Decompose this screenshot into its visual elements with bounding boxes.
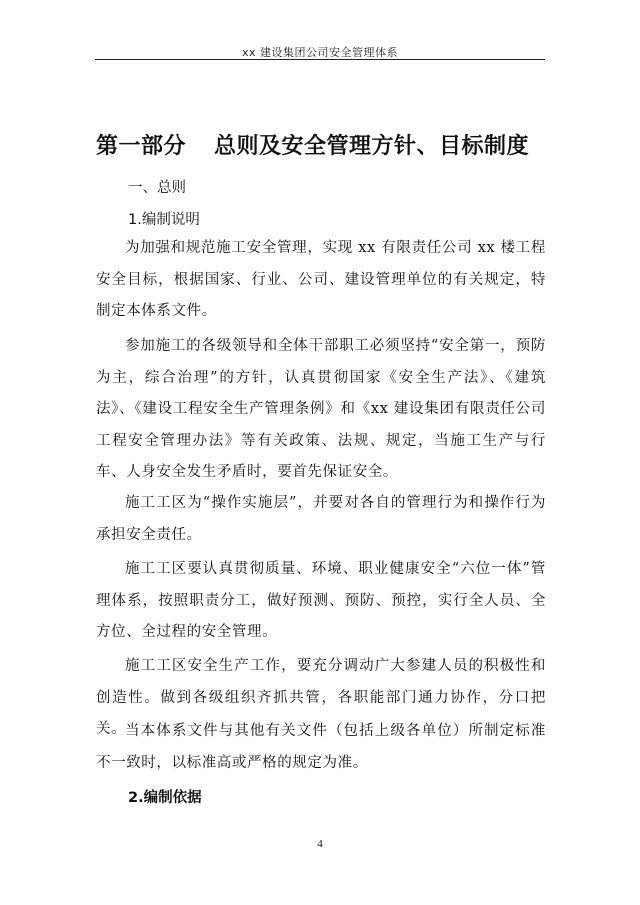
paragraph: 施工工区安全生产工作，要充分调动广大参建人员的积极性和创造性。做到各级组织齐抓共管，各职能部门通力协作，分口把关。 <box>96 658 546 738</box>
paragraph: 施工工区为“操作实施层”，并要对各自的管理行为和操作行为承担安全责任。 <box>96 495 546 543</box>
section-heading: 一、总则 <box>128 180 186 196</box>
paragraph: 参加施工的各级领导和全体干部职工必须坚持“安全第一，预防为主，综合治理”的方针，认真贯彻国家《安全生产法》、《建筑法》、《建设工程安全生产管理条例》和《xx 建设集团有限责任公司工程安全管理办法》等有关政策、法规、规定，当施工生产与行车、人身安全发生矛盾时，要首先保证安全。 <box>96 338 546 481</box>
paragraph: 当本体系文件与其他有关文件（包括上级各单位）所制定标准不一致时，以标准高或严格的规定为准。 <box>96 723 546 771</box>
page-number: 4 <box>317 838 323 850</box>
subsection-heading-compilation-notes: 1.编制说明 <box>128 212 200 228</box>
paragraph: 施工工区要认真贯彻质量、环境、职业健康安全“六位一体”管理体系，按照职责分工，做好预测、预防、预控，实行全人员、全方位、全过程的安全管理。 <box>96 561 546 641</box>
part-label: 第一部分 <box>96 133 187 159</box>
running-header: xx 建设集团公司安全管理体系 <box>241 46 398 59</box>
header-divider <box>95 59 545 60</box>
part-title-text: 总则及安全管理方针、目标制度 <box>214 133 530 159</box>
paragraph: 为加强和规范施工安全管理，实现 xx 有限责任公司 xx 楼工程安全目标，根据国家、行业、公司、建设管理单位的有关规定，特制定本体系文件。 <box>96 240 546 320</box>
part-title <box>96 129 529 160</box>
subsection-heading-compilation-basis: 2.编制依据 <box>128 790 202 806</box>
